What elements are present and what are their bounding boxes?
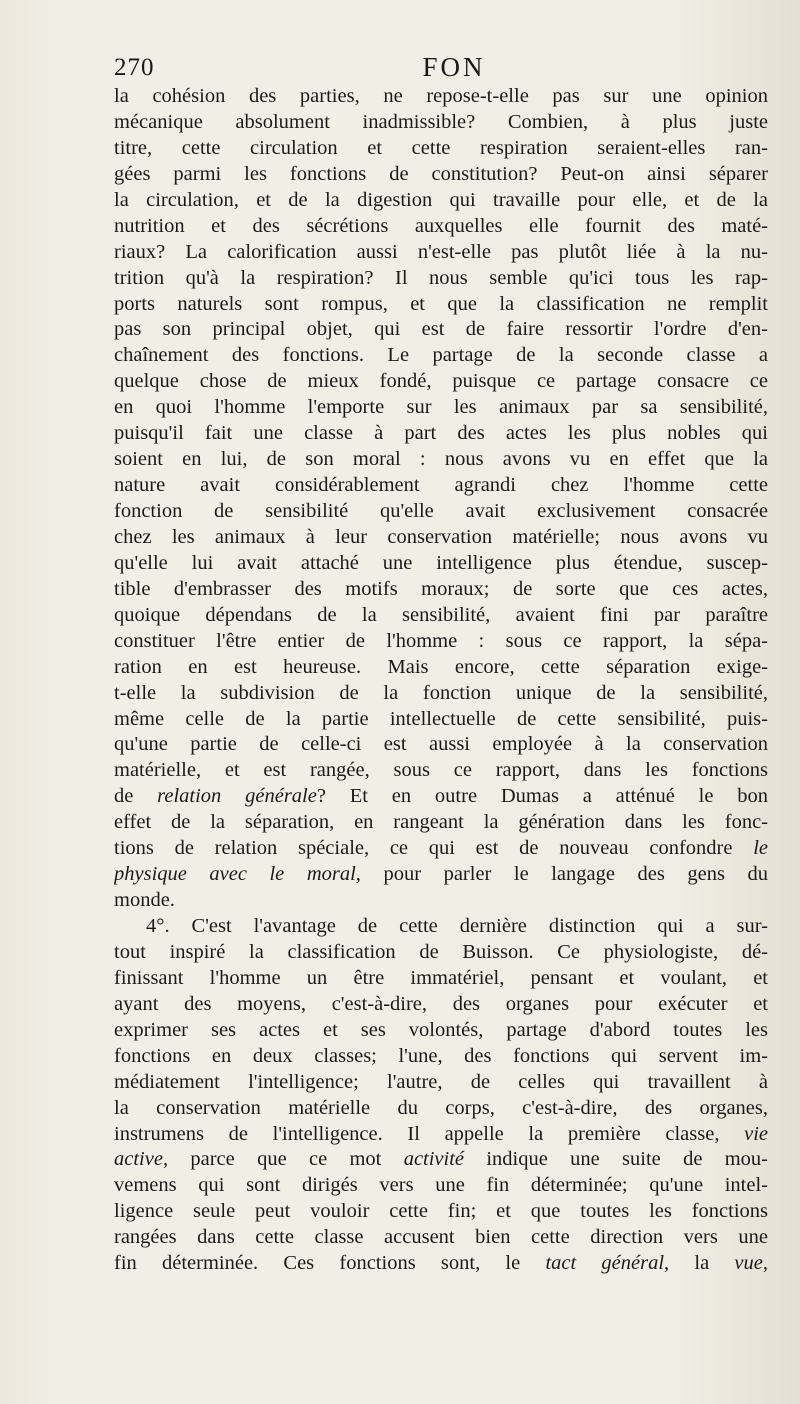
text-line [114,810,768,836]
text-segment: titre, cette circulation et cette respiration seraient-elles ran- [114,136,768,159]
text-segment: tout inspiré la classification de Buisson. Ce physiologiste, dé- [114,940,768,963]
italic-text-segment: tact général [545,1252,665,1275]
text-segment: , pour parler le langage des gens du [355,863,768,886]
text-segment: vemens qui sont dirigés vers une fin déterminée; qu'une intel- [114,1174,768,1197]
text-segment: ration en est heureuse. Mais encore, cette séparation exige- [114,655,768,678]
text-line [114,1096,768,1122]
text-segment: effet de la séparation, en rangeant la génération dans les fonc- [114,811,768,834]
text-segment: instrumens de l'intelligence. Il appelle la première classe, [114,1122,745,1145]
text-segment: médiatement l'intelligence; l'autre, de celles qui travaillent à [114,1070,768,1093]
italic-text-segment: le [753,837,768,860]
text-segment: riaux? La calorification aussi n'est-elle pas plutôt liée à la nu- [114,240,768,263]
text-segment: quoique dépendans de la sensibilité, avaient fini par paraître [114,603,768,626]
text-line [114,1173,768,1199]
text-segment: ? Et en outre Dumas a atténué le bon [316,785,768,808]
italic-text-segment: activité [403,1148,465,1171]
text-segment: ports naturels sont rompus, et que la classification ne remplit [114,292,768,315]
text-segment: matérielle, et est rangée, sous ce rapport, dans les fonctions [114,759,768,782]
italic-text-segment: physique avec le moral [114,863,356,886]
text-segment: mécanique absolument inadmissible? Combien, à plus juste [114,110,768,133]
text-line [114,914,768,940]
text-line [114,395,768,421]
text-segment: tions de relation spéciale, ce qui est de nouveau confondre [114,837,754,860]
text-line [114,551,768,577]
text-segment: ligence seule peut vouloir cette fin; et que toutes les fonctions [114,1200,768,1223]
text-segment: ayant des moyens, c'est-à-dire, des organes pour exécuter et [114,992,768,1015]
text-segment: finissant l'homme un être immatériel, pensant et voulant, et [114,966,768,989]
text-line [114,836,768,862]
text-line [114,473,768,499]
text-line [114,940,768,966]
text-line [114,447,768,473]
text-line [114,292,768,318]
italic-text-segment: relation générale [157,785,317,808]
text-line [114,784,768,810]
text-line [114,266,768,292]
text-line [114,421,768,447]
text-segment: chaînement des fonctions. Le partage de la seconde classe a [114,344,768,367]
text-segment: indique une suite de mou- [464,1148,768,1171]
text-line [114,1018,768,1044]
italic-text-segment: active [114,1148,163,1171]
text-line [114,136,768,162]
text-line [114,188,768,214]
text-segment: qu'une partie de celle-ci est aussi employée à la conservation [114,733,768,756]
text-line [114,1199,768,1225]
text-line [114,888,768,914]
text-segment: , parce que ce mot [162,1148,404,1171]
text-segment: tible d'embrasser des motifs moraux; de sorte que ces actes, [114,577,768,600]
text-line [114,84,768,110]
text-line [114,1122,768,1148]
text-segment: chez les animaux à leur conservation matérielle; nous avons vu [114,525,768,548]
text-line [114,577,768,603]
text-segment: , [762,1252,768,1275]
text-line [114,707,768,733]
text-segment: fonction de sensibilité qu'elle avait exclusivement consacrée [114,500,768,522]
text-line [114,655,768,681]
text-line [114,343,768,369]
body-text [114,84,768,1277]
text-line [114,162,768,188]
text-line [114,525,768,551]
text-line [114,1044,768,1070]
text-segment: trition qu'à la respiration? Il nous semble qu'ici tous les rap- [114,266,768,289]
running-head: FON [422,52,486,82]
text-line [114,862,768,888]
text-segment: de [114,785,158,808]
text-segment: , la [664,1252,735,1275]
text-segment: qu'elle lui avait attaché une intelligence plus étendue, suscep- [114,551,768,574]
text-segment: nutrition et des sécrétions auxquelles elle fournit des maté- [114,214,768,237]
text-line [114,240,768,266]
text-segment: t-elle la subdivision de la fonction unique de la sensibilité, [114,681,768,704]
text-line [114,214,768,240]
text-segment: 4°. C'est l'avantage de cette dernière distinction qui a sur- [146,915,768,937]
text-segment: la cohésion des parties, ne repose-t-elle pas sur une opinion [114,85,768,107]
text-line [114,317,768,343]
text-line [114,499,768,525]
text-line [114,732,768,758]
text-line [114,629,768,655]
text-segment: constituer l'être entier de l'homme : sous ce rapport, la sépa- [114,629,768,652]
text-line [114,1070,768,1096]
page-header [114,52,794,86]
text-line [114,758,768,784]
text-segment: gées parmi les fonctions de constitution? Peut-on ainsi séparer [114,162,768,185]
text-segment: même celle de la partie intellectuelle de cette sensibilité, puis- [114,707,768,730]
text-segment: quelque chose de mieux fondé, puisque ce partage consacre ce [114,370,768,393]
text-line [114,966,768,992]
text-segment: la conservation matérielle du corps, c'est-à-dire, des organes, [114,1096,768,1119]
text-segment: exprimer ses actes et ses volontés, partage d'abord toutes les [114,1018,768,1041]
italic-text-segment: vue [734,1252,763,1275]
text-segment: la circulation, et de la digestion qui travaille pour elle, et de la [114,188,768,211]
text-segment: en quoi l'homme l'emporte sur les animaux par sa sensibilité, [114,396,768,419]
text-segment: fonctions en deux classes; l'une, des fonctions qui servent im- [114,1044,768,1067]
text-line [114,1251,768,1277]
text-line [114,110,768,136]
page-number: 270 [114,54,155,81]
text-segment: rangées dans cette classe accusent bien cette direction vers une [114,1226,768,1249]
text-segment: monde. [114,889,175,912]
text-line [114,992,768,1018]
text-line [114,603,768,629]
text-segment: pas son principal objet, qui est de faire ressortir l'ordre d'en- [114,318,768,341]
italic-text-segment: vie [744,1122,768,1145]
text-line [114,1147,768,1173]
text-line [114,681,768,707]
text-segment: soient en lui, de son moral : nous avons vu en effet que la [114,448,768,471]
text-segment: puisqu'il fait une classe à part des actes les plus nobles qui [114,422,768,445]
text-segment: fin déterminée. Ces fonctions sont, le [114,1252,546,1275]
text-line [114,1225,768,1251]
text-line [114,369,768,395]
text-segment: nature avait considérablement agrandi chez l'homme cette [114,474,768,497]
